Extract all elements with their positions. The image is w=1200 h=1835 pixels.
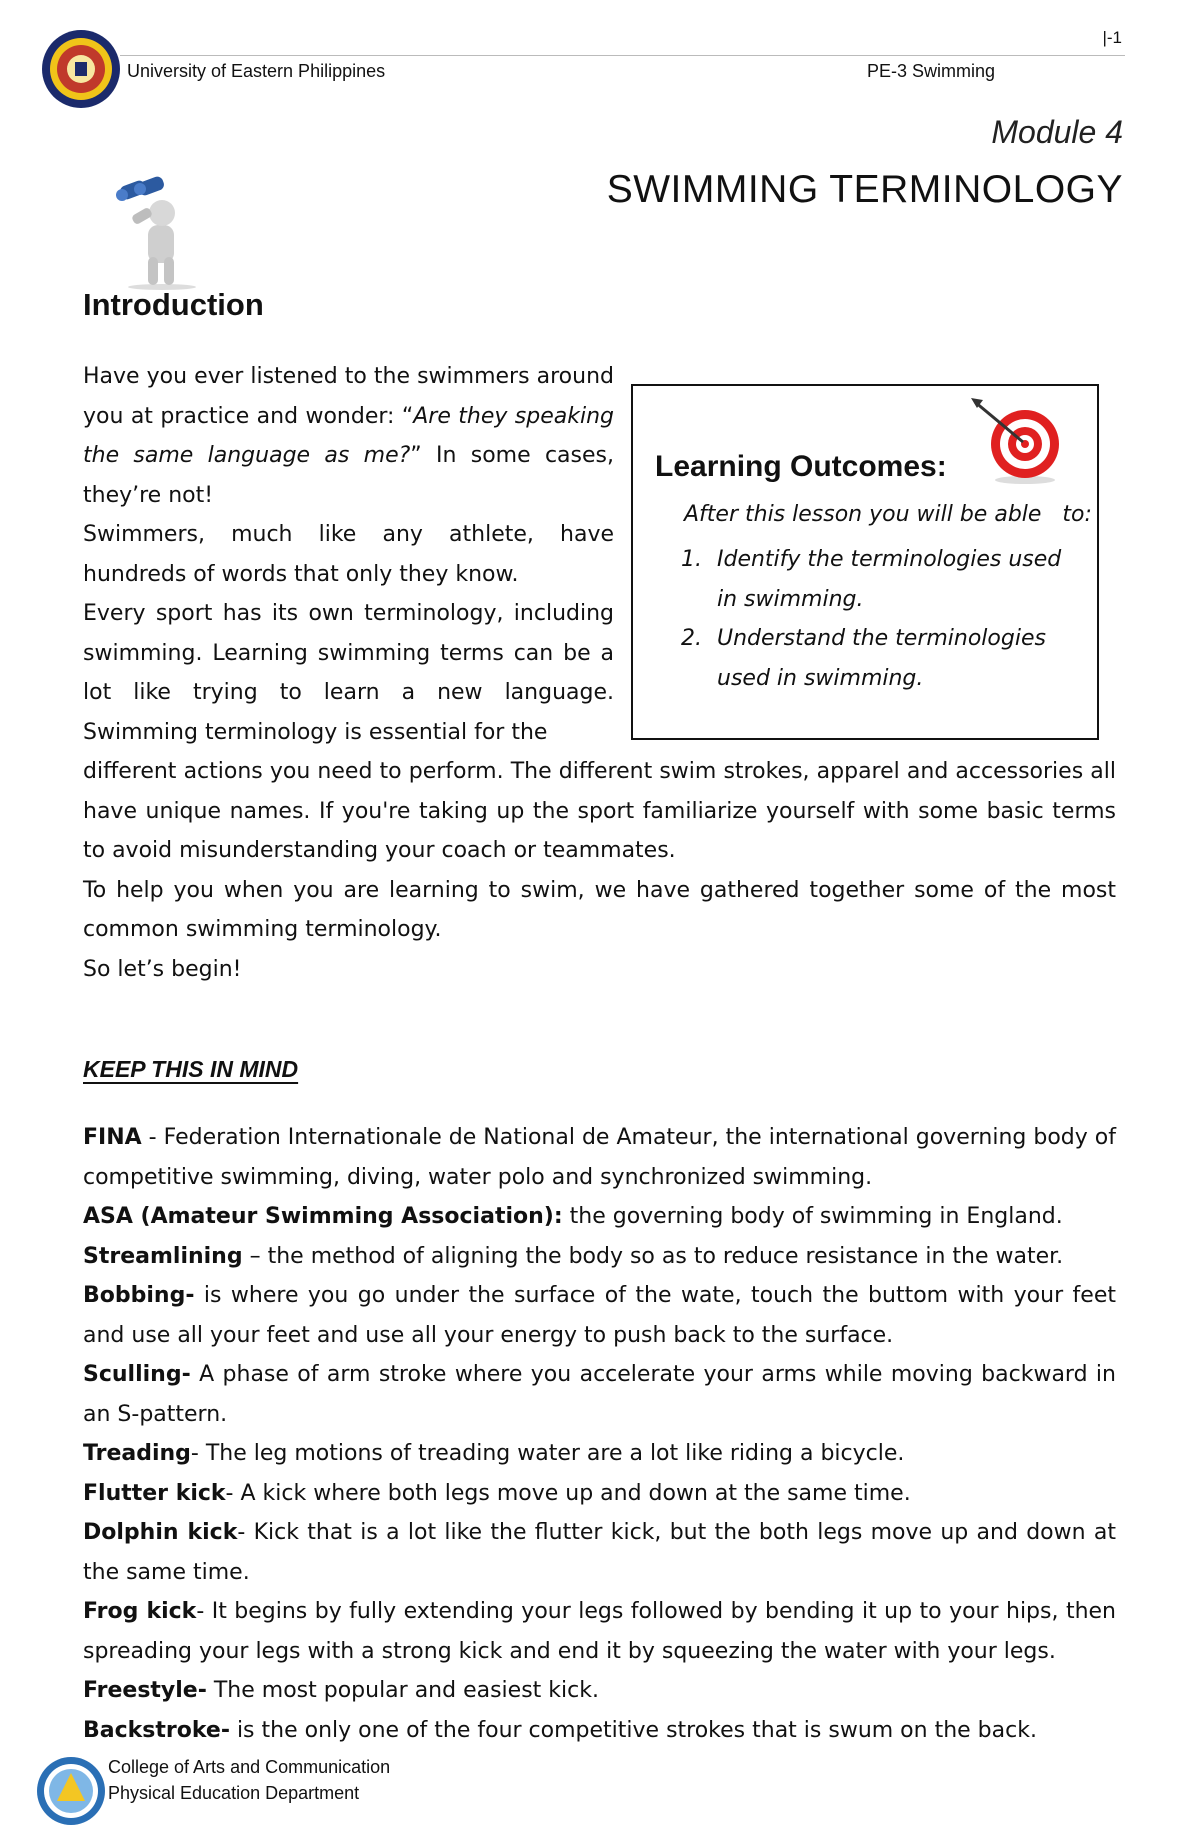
footer-department: Physical Education Department xyxy=(108,1783,360,1803)
intro-full-text xyxy=(83,752,1116,989)
list-item: 2. Understand the terminologies used in swimming. xyxy=(681,626,1046,691)
college-seal-logo xyxy=(35,1755,107,1827)
list-item: Treading- The leg motions of treading water are a lot like riding a bicycle. xyxy=(83,1441,905,1466)
university-name: University of Eastern Philippines xyxy=(127,61,386,81)
list-item: Dolphin kick- Kick that is a lot like the flutter kick, but the both legs move up and down at the same time. xyxy=(83,1520,1116,1585)
learning-outcomes-intro: After this lesson you will be able to: xyxy=(684,502,1092,527)
list-item: ASA (Amateur Swimming Association): the governing body of swimming in England. xyxy=(83,1204,1063,1229)
university-seal-logo xyxy=(40,28,122,110)
intro-paragraph: different actions you need to perform. The different swim strokes, apparel and accessories all have unique names. If you're taking up the sport familiarize yourself with some basic terms to avoid misunderstanding your coach or teammates. xyxy=(83,759,1116,863)
learning-outcomes-box xyxy=(631,384,1099,740)
list-item: Freestyle- The most popular and easiest kick. xyxy=(83,1678,599,1703)
footer-college: College of Arts and Communication xyxy=(108,1757,391,1777)
list-item: FINA - Federation Internationale de National de Amateur, the international governing body of competitive swimming, diving, water polo and synchronized swimming. xyxy=(83,1125,1116,1190)
learning-outcomes-title: Learning Outcomes: xyxy=(655,450,947,483)
target-dart-icon xyxy=(967,394,1067,484)
introduction-heading: Introduction xyxy=(83,287,264,322)
keep-in-mind-heading: KEEP THIS IN MIND xyxy=(83,1056,299,1082)
page-title: SWIMMING TERMINOLOGY xyxy=(606,168,1123,211)
list-item: Backstroke- is the only one of the four competitive strokes that is swum on the back. xyxy=(83,1717,1037,1743)
module-label: Module 4 xyxy=(991,114,1123,150)
list-item: Sculling- A phase of arm stroke where you accelerate your arms while moving backward in an S-pattern. xyxy=(83,1362,1116,1427)
intro-paragraph: Have you ever listened to the swimmers around you at practice and wonder: “Are they speaking the same language as me?” In some cases, they’re not! xyxy=(83,364,614,508)
page-number: |-1 xyxy=(1102,28,1122,47)
intro-paragraph: Every sport has its own terminology, including swimming. Learning swimming terms can be a lot like trying to learn a new language. Swimming terminology is essential for the xyxy=(83,601,614,745)
intro-column-text xyxy=(83,357,614,752)
course-name: PE-3 Swimming xyxy=(867,61,996,81)
intro-paragraph: Swimmers, much like any athlete, have hundreds of words that only they know. xyxy=(83,522,614,587)
binoculars-figure-icon xyxy=(110,175,210,290)
list-item: Frog kick- It begins by fully extending your legs followed by bending it up to your hips, then spreading your legs with a strong kick and end it by squeezing the water with your legs. xyxy=(83,1599,1116,1664)
list-item: 1. Identify the terminologies used in swimming. xyxy=(681,547,1062,612)
terminology-list xyxy=(83,1118,1116,1750)
list-item: Streamlining – the method of aligning the body so as to reduce resistance in the water. xyxy=(83,1243,1064,1269)
intro-paragraph: To help you when you are learning to swim, we have gathered together some of the most common swimming terminology. xyxy=(83,877,1116,942)
list-item: Flutter kick- A kick where both legs move up and down at the same time. xyxy=(83,1480,911,1506)
list-item: Bobbing- is where you go under the surface of the wate, touch the buttom with your feet and use all your feet and use all your energy to push back to the surface. xyxy=(83,1283,1116,1348)
learning-outcomes-list xyxy=(681,540,1087,698)
intro-paragraph: So let’s begin! xyxy=(83,956,242,982)
header-rule xyxy=(120,55,1125,56)
